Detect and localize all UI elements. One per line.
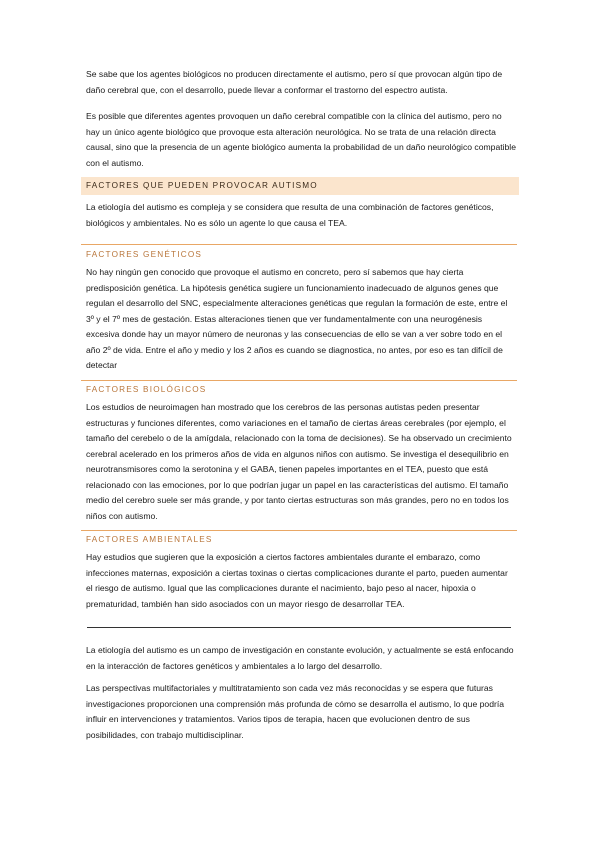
intro-paragraph-2: Es posible que diferentes agentes provoquen un daño cerebral compatible con la clínica del autismo, pero no hay un único agente biológico que provoque esta alteración neurológica. No se trata de una relación directa causal, sino que la presencia de un agente biológico aumenta la probabilidad de un daño neurológico compatible con el autismo. — [86, 111, 516, 168]
section-title-factores: FACTORES QUE PUEDEN PROVOCAR AUTISMO — [86, 181, 318, 190]
biologicos-paragraph: Los estudios de neuroimagen han mostrado que los cerebros de las personas autistas peden presentar estructuras y funciones diferentes, como variaciones en el tamaño de ciertas áreas cerebrales (por ejemplo, el tamaño del cerebelo o de la amígdala, relacionado con la toma de decisiones). Se ha observado un crecimiento cerebral acelerado en los primeros años de vida en algunos niños con autismo. Se investiga el desequilibrio en neurotransmisores como la serotonina y el GABA, tienen papeles importantes en el TEA, puesto que está relacionado con las emociones, por lo que podrían jugar un papel en las características del autismo. El tamaño medio del cerebro suele ser más grande, y por tanto ciertas estructuras son más grandes, pero no en todos los niños con autismo. — [86, 402, 512, 521]
section-title-ambientales: FACTORES AMBIENTALES — [86, 535, 213, 544]
closing-paragraph-1: La etiología del autismo es un campo de investigación en constante evolución, y actualmente se está enfocando en la interacción de factores genéticos y ambientales a lo largo del desarrollo. — [86, 645, 514, 671]
section-rule-geneticos — [81, 244, 517, 245]
intro-paragraph-1: Se sabe que los agentes biológicos no producen directamente el autismo, pero sí que provocan algún tipo de daño cerebral que, con el desarrollo, puede llevar a conformar el trastorno del espectro autista. — [86, 69, 503, 95]
section-rule-ambientales — [81, 530, 517, 531]
section-title-geneticos: FACTORES GENÉTICOS — [86, 250, 203, 259]
section-title-biologicos: FACTORES BIOLÓGICOS — [86, 385, 207, 394]
divider-line — [87, 627, 511, 628]
section-rule-biologicos — [81, 380, 517, 381]
ambientales-paragraph: Hay estudios que sugieren que la exposición a ciertos factores ambientales durante el embarazo, como infecciones maternas, exposición a ciertas toxinas o ciertas complicaciones durante el parto, pueden aumentar el riesgo de autismo. Igual que las complicaciones durante el nacimiento, bajo peso al nacer, hipoxia o prematuridad, también han sido asociados con un mayor riesgo de desarrollar TEA. — [86, 552, 508, 609]
factores-paragraph: La etiología del autismo es compleja y se considera que resulta de una combinación de factores genéticos, biológicos y ambientales. No es sólo un agente lo que causa el TEA. — [86, 202, 494, 228]
geneticos-paragraph: No hay ningún gen conocido que provoque el autismo en concreto, pero sí sabemos que hay cierta predisposición genética. La hipótesis genética sugiere un funcionamiento inadecuado de algunos genes que regulan el desarrollo del SNC, especialmente alteraciones genéticas que regulan la formación de este, entre el 3º y el 7º mes de gestación. Estas alteraciones tienen que ver fundamentalmente con una neurogénesis excesiva donde hay un mayor número de neuronas y las consecuencias de ello se van a ver sobre todo en el año 2º de vida. Entre el año y medio y los 2 años es cuando se diagnostica, no antes, por eso es tan difícil de detectar — [86, 267, 508, 370]
closing-paragraph-2: Las perspectivas multifactoriales y multitratamiento son cada vez más reconocidas y se espera que futuras investigaciones proporcionen una comprensión más profunda de cómo se desarrolla el autismo, lo que podría influir en intervenciones y tratamientos. Varios tipos de terapia, hacen que evolucionen dentro de sus posibilidades, con trabajo multidisciplinar. — [86, 683, 504, 740]
